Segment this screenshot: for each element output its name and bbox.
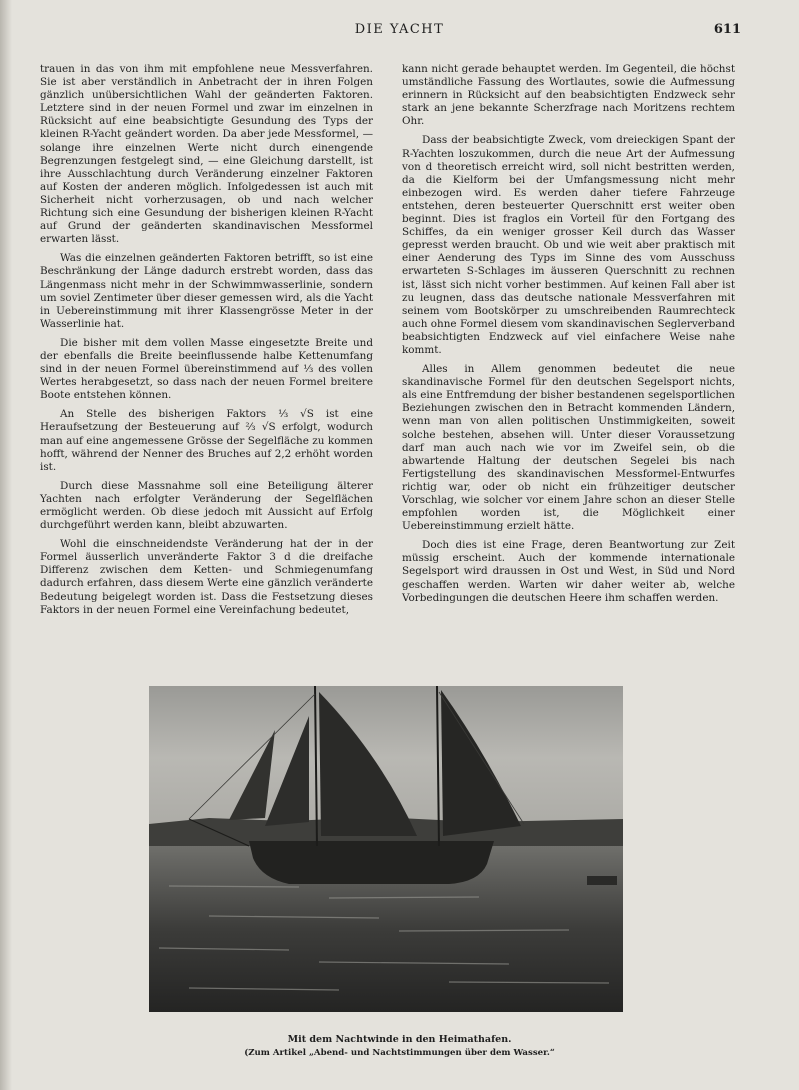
paragraph: Die bisher mit dem vollen Masse eingesetzte Breite und der ebenfalls die Breite beeinflussende halbe Kettenumfang sind in der neuen Formel übereinstimmend auf ⅓ des vollen Wertes herabgesetzt, so dass nach der neuen Formel breitere Boote entstehen können. (40, 336, 373, 402)
left-column (40, 63, 373, 623)
running-title: DIE YACHT (354, 22, 445, 37)
sailing-ship-illustration (149, 686, 623, 1012)
paragraph: Alles in Allem genommen bedeutet die neue skandinavische Formel für den deutschen Segelsport nichts, als eine Entfremdung der bisher bestandenen segelsportlichen Beziehungen zwischen den in Betracht kommenden Ländern, wenn man von allen politischen Unstimmigkeiten, soweit solche bestehen, absehen will. Unter dieser Voraussetzung darf man auch nach wie vor im Zweifel sein, ob die abwartende Haltung der deutschen Segelei bis nach Fertigstellung des skandinavischen Messformel-Entwurfes richtig war, oder ob nicht ein frühzeitiger deutscher Vorschlag, wie solcher vor einem Jahre schon an dieser Stelle empfohlen worden ist, die Möglichkeit einer Uebereinstimmung erzielt hätte. (402, 363, 735, 533)
paragraph: Dass der beabsichtigte Zweck, vom dreieckigen Spant der R-Yachten loszukommen, durch die neue Art der Aufmessung von d theoretisch erreicht wird, soll nicht bestritten werden, da die Kielform bei der Umfangsmessung nicht mehr einbezogen wird. Es werden daher tiefere Fahrzeuge entstehen, deren besteuerter Querschnitt erst weiter oben beginnt. Dies ist fraglos ein Vorteil für den Fortgang des Schiffes, da ein weniger grosser Keil durch das Wasser gepresst werden braucht. Ob und wie weit aber praktisch mit einer Aenderung des Typs im Sinne des vom Ausschuss erwarteten S-Schlages im äusseren Querschnitt zu rechnen ist, lässt sich nicht vorher bestimmen. Auf keinen Fall aber ist zu leugnen, dass das deutsche nationale Messverfahren mit seinem vom Bootskörper zu umschreibenden Raumrechteck auch ohne Formel diesem vom skandinavischen Seglerverband beabsichtigten Endzweck auf viel einfachere Weise nahe kommt. (402, 134, 735, 356)
paragraph: Durch diese Massnahme soll eine Beteiligung älterer Yachten nach erfolgter Veränderung der Segelflächen ermöglicht werden. Ob diese jedoch mit Aussicht auf Erfolg durchgeführt werden kann, bleibt abzuwarten. (40, 479, 373, 532)
page-header (0, 22, 799, 42)
page-number: 611 (713, 22, 741, 37)
binding-shadow (0, 0, 12, 1090)
paragraph: kann nicht gerade behauptet werden. Im Gegenteil, die höchst umständliche Fassung des Wortlautes, sowie die Aufmessung erinnern in Rücksicht auf den beabsichtigten Endzweck sehr stark an jene bekannte Scherzfrage nach Moritzens rechtem Ohr. (402, 63, 735, 128)
right-column (402, 63, 735, 611)
figure-caption: Mit dem Nachtwinde in den Heimathafen. (287, 1034, 512, 1045)
paragraph: Was die einzelnen geänderten Faktoren betrifft, so ist eine Beschränkung der Länge dadurch erstrebt worden, dass das Längenmass nicht mehr in der Schwimmwasserlinie, sondern um soviel Zentimeter über dieser gemessen wird, als die Yacht in Uebereinstimmung mit ihrer Klassengrösse Meter in der Wasserlinie hat. (40, 252, 373, 330)
figure-subcaption: (Zum Artikel „Abend- und Nachtstimmungen über dem Wasser.“ (244, 1048, 555, 1058)
sailing-ship-photo (149, 686, 623, 1012)
paragraph: trauen in das von ihm mit empfohlene neue Messverfahren. Sie ist aber verständlich in Anbetracht der in ihren Folgen gänzlich unübersichtlichen Wahl der geänderten Faktoren. Letztere sind in der neuen Formel und zwar im einzelnen in Rücksicht auf eine beabsichtigte Gesundung des Typs der kleinen R-Yacht geändert worden. Da aber jede Messformel, — solange ihre einzelnen Werte nicht durch einengende Begrenzungen festgelegt sind, — eine Gleichung darstellt, ist ihre Ausschlachtung durch Veränderung einzelner Faktoren auf Kosten der anderen möglich. Infolgedessen ist auch mit Sicherheit nicht vorherzusagen, ob und nach welcher Richtung sich eine Gesundung der bisherigen kleinen R-Yacht auf Grund der geänderten skandinavischen Messformel erwarten lässt. (40, 63, 373, 246)
paragraph: Wohl die einschneidendste Veränderung hat der in der Formel äusserlich unveränderte Faktor 3 d die dreifache Differenz zwischen dem Ketten- und Schmiegenumfang dadurch erfahren, dass diesem Werte eine gänzlich veränderte Bedeutung beigelegt worden ist. Dass die Festsetzung dieses Faktors in der neuen Formel eine Vereinfachung bedeutet, (40, 538, 373, 616)
paragraph: Doch dies ist eine Frage, deren Beantwortung zur Zeit müssig erscheint. Auch der kommende internationale Segelsport wird draussen in Ost und West, in Süd und Nord geschaffen werden. Warten wir daher weiter ab, welche Vorbedingungen die deutschen Heere ihm schaffen werden. (402, 539, 735, 604)
paragraph: An Stelle des bisherigen Faktors ⅓ √S ist eine Heraufsetzung der Besteuerung auf ⅔ √S erfolgt, wodurch man auf eine angemessene Grösse der Segelfläche zu kommen hofft, während der Nenner des Bruches auf 2,2 erhöht worden ist. (40, 408, 373, 473)
